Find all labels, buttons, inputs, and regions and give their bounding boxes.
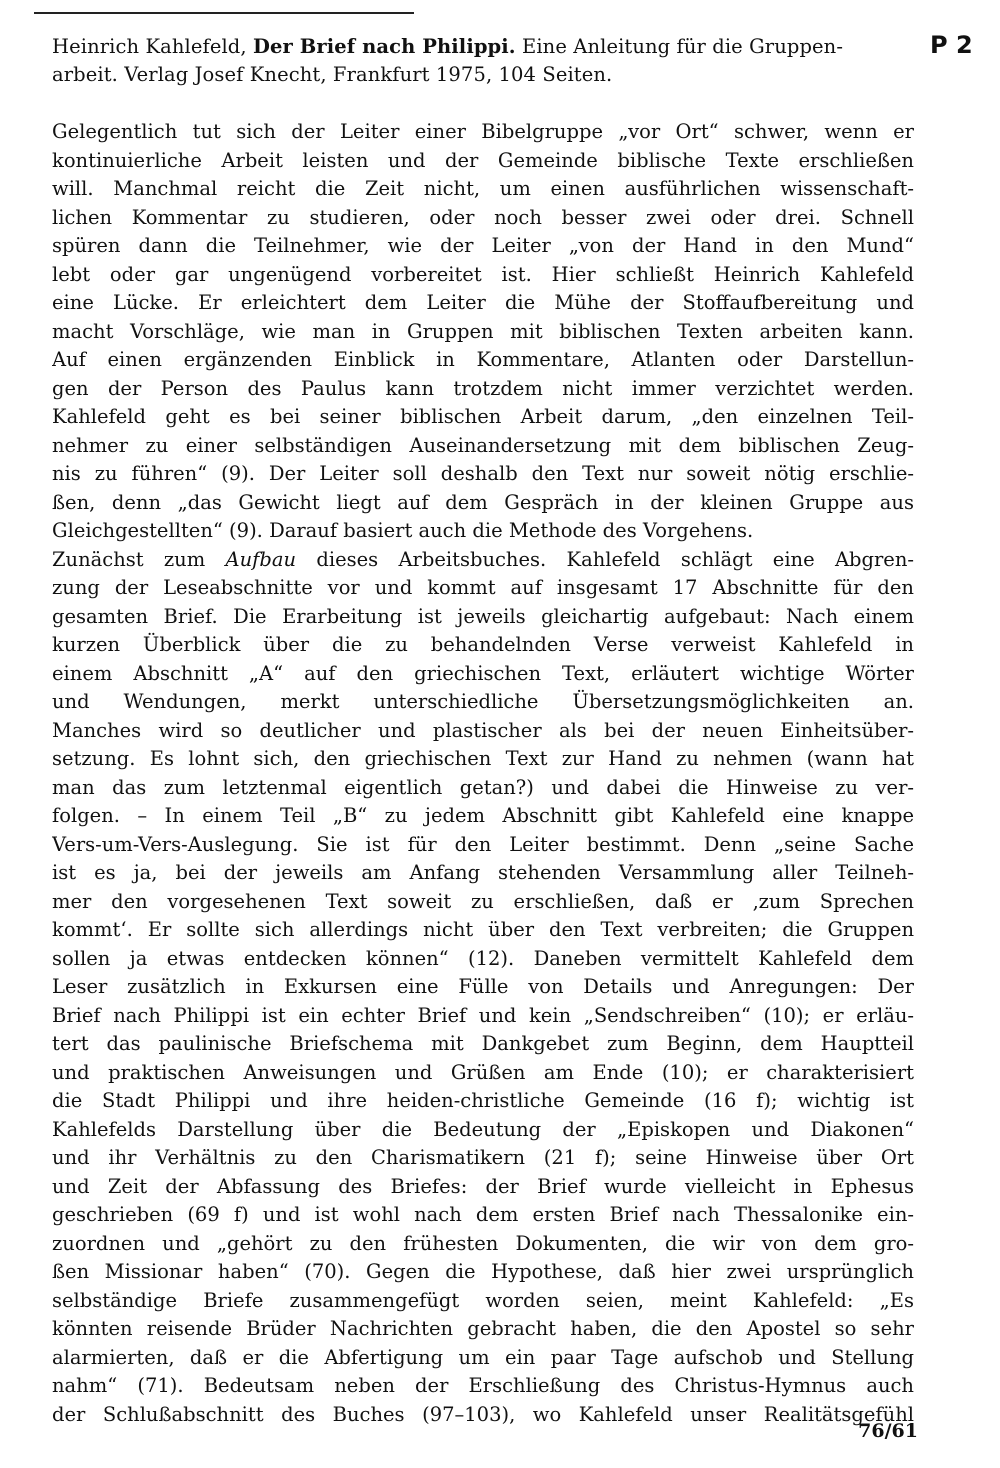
text-line: spüren dann die Teilnehmer, wie der Leiter „von der Hand in den Mund“ bbox=[52, 234, 914, 257]
text-line: die Stadt Philippi und ihre heiden-christliche Gemeinde (16 f); wichtig ist bbox=[52, 1089, 914, 1112]
text-line: geschrieben (69 f) und ist wohl nach dem ersten Brief nach Thessalonike ein- bbox=[52, 1203, 914, 1226]
text-line: ist es ja, bei der jeweils am Anfang stehenden Versammlung aller Teilneh- bbox=[52, 861, 914, 884]
book-citation bbox=[52, 33, 924, 89]
text-line: Gleichgestellten“ (9). Darauf basiert auch die Methode des Vorgehens. bbox=[52, 519, 754, 542]
text-line: ßen Missionar haben“ (70). Gegen die Hypothese, daß hier zwei ursprünglich bbox=[52, 1260, 914, 1283]
text-line: nehmer zu einer selbständigen Auseinandersetzung mit dem biblischen Zeug- bbox=[52, 433, 914, 457]
text-line: kommt‘. Er sollte sich allerdings nicht über den Text verbreiten; die Gruppen bbox=[52, 918, 914, 941]
text-line: Leser zusätzlich in Exkursen eine Fülle von Details und Anregungen: Der bbox=[52, 975, 914, 998]
text-line: Kahlefelds Darstellung über die Bedeutung der „Episkopen und Diakonen“ bbox=[52, 1117, 914, 1141]
text-segment: dieses Arbeitsbuches. Kahlefeld schlägt eine Abgren- bbox=[296, 547, 914, 571]
text-line: nahm“ (71). Bedeutsam neben der Erschließung des Christus-Hymnus auch bbox=[52, 1374, 914, 1397]
text-line: lebt oder gar ungenügend vorbereitet ist. Hier schließt Heinrich Kahlefeld bbox=[52, 262, 914, 286]
text-line: setzung. Es lohnt sich, den griechischen Text zur Hand zu nehmen (wann hat bbox=[52, 747, 914, 770]
text-line: selbständige Briefe zusammengefügt worden seien, meint Kahlefeld: „Es bbox=[52, 1288, 914, 1312]
text-line bbox=[52, 546, 914, 575]
emphasis-aufbau: Aufbau bbox=[225, 547, 297, 571]
review-body bbox=[52, 118, 914, 1429]
text-segment: Zunächst zum bbox=[52, 547, 226, 571]
text-line: zuordnen und „gehört zu den frühesten Dokumenten, die wir von dem gro- bbox=[52, 1231, 914, 1255]
text-line: mer den vorgesehenen Text soweit zu erschließen, daß er ‚zum Sprechen bbox=[52, 889, 914, 913]
text-line: Gelegentlich tut sich der Leiter einer Bibelgruppe „vor Ort“ schwer, wenn er bbox=[52, 120, 914, 143]
text-line: macht Vorschläge, wie man in Gruppen mit biblischen Texten arbeiten kann. bbox=[52, 319, 914, 343]
text-line: folgen. – In einem Teil „B“ zu jedem Abschnitt gibt Kahlefeld eine knappe bbox=[52, 804, 914, 827]
text-line: alarmierten, daß er die Abfertigung um ein paar Tage aufschob und Stellung bbox=[52, 1345, 914, 1369]
text-line: gen der Person des Paulus kann trotzdem nicht immer verzichtet werden. bbox=[52, 376, 914, 400]
text-line: und Zeit der Abfassung des Briefes: der Brief wurde vielleicht in Ephesus bbox=[52, 1174, 914, 1198]
text-line: Manches wird so deutlicher und plastischer als bei der neuen Einheitsüber- bbox=[52, 718, 914, 742]
text-line: Brief nach Philippi ist ein echter Brief und kein „Sendschreiben“ (10); er erläu- bbox=[52, 1003, 914, 1027]
text-line: einem Abschnitt „A“ auf den griechischen Text, erläutert wichtige Wörter bbox=[52, 661, 914, 685]
text-line: man das zum letztenmal eigentlich getan?) und dabei die Hinweise zu ver- bbox=[52, 775, 914, 799]
citation-line-2: arbeit. Verlag Josef Knecht, Frankfurt 1975, 104 Seiten. bbox=[52, 63, 613, 86]
text-line: lichen Kommentar zu studieren, oder noch besser zwei oder drei. Schnell bbox=[52, 205, 914, 229]
text-line: und ihr Verhältnis zu den Charismatikern (21 f); seine Hinweise über Ort bbox=[52, 1146, 914, 1169]
citation-subtitle: Eine Anleitung für die Gruppen- bbox=[515, 35, 844, 58]
citation-title: Der Brief nach Philippi. bbox=[252, 35, 516, 58]
text-line: Vers-um-Vers-Auslegung. Sie ist für den Leiter bestimmt. Denn „seine Sache bbox=[52, 832, 914, 856]
text-line: könnten reisende Brüder Nachrichten gebracht haben, die den Apostel so sehr bbox=[52, 1317, 914, 1340]
top-rule bbox=[34, 12, 414, 14]
text-line: ßen, denn „das Gewicht liegt auf dem Gespräch in der kleinen Gruppe aus bbox=[52, 490, 914, 514]
text-line: und Wendungen, merkt unterschiedliche Übersetzungsmöglichkeiten an. bbox=[52, 690, 914, 713]
text-line: der Schlußabschnitt des Buches (97–103), wo Kahlefeld unser Realitätsgefühl bbox=[52, 1402, 914, 1426]
text-line: Kahlefeld geht es bei seiner biblischen Arbeit darum, „den einzelnen Teil- bbox=[52, 405, 914, 428]
text-line: tert das paulinische Briefschema mit Dankgebet zum Beginn, dem Hauptteil bbox=[52, 1032, 914, 1055]
citation-author: Heinrich Kahlefeld, bbox=[52, 35, 253, 58]
text-line: sollen ja etwas entdecken können“ (12). Daneben vermittelt Kahlefeld dem bbox=[52, 946, 914, 970]
text-line: eine Lücke. Er erleichtert dem Leiter die Mühe der Stoffaufbereitung und bbox=[52, 291, 914, 314]
text-line: kurzen Überblick über die zu behandelnden Verse verweist Kahlefeld in bbox=[52, 633, 914, 656]
text-line: gesamten Brief. Die Erarbeitung ist jeweils gleichartig aufgebaut: Nach einem bbox=[52, 604, 914, 628]
section-code: P 2 bbox=[930, 31, 973, 59]
citation-line-1 bbox=[52, 33, 924, 61]
page-number: 76/61 bbox=[858, 1420, 918, 1442]
text-line: nis zu führen“ (9). Der Leiter soll deshalb den Text nur soweit nötig erschlie- bbox=[52, 462, 914, 485]
text-line: Auf einen ergänzenden Einblick in Kommentare, Atlanten oder Darstellun- bbox=[52, 348, 914, 371]
text-line: will. Manchmal reicht die Zeit nicht, um einen ausführlichen wissenschaft- bbox=[52, 177, 914, 200]
text-line: kontinuierliche Arbeit leisten und der Gemeinde biblische Texte erschließen bbox=[52, 148, 914, 172]
text-line: zung der Leseabschnitte vor und kommt auf insgesamt 17 Abschnitte für den bbox=[52, 576, 914, 599]
text-line: und praktischen Anweisungen und Grüßen am Ende (10); er charakterisiert bbox=[52, 1060, 914, 1084]
